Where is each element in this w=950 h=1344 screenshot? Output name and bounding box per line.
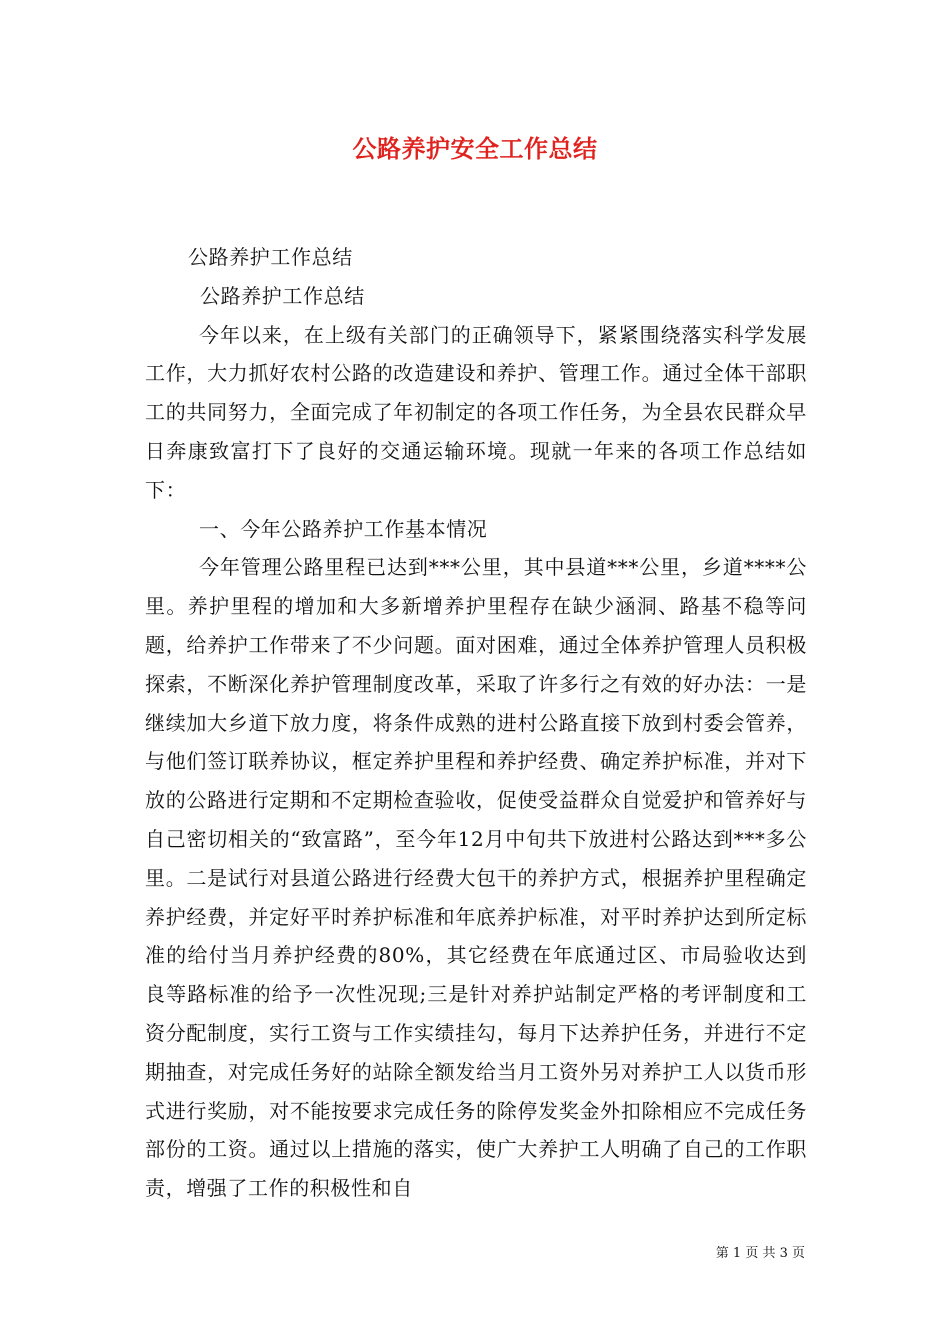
document-title: 公路养护安全工作总结 <box>352 134 598 163</box>
page-number: 第 1 页 共 3 页 <box>715 1246 805 1261</box>
document-body <box>145 238 807 1208</box>
paragraph-details: 今年管理公路里程已达到***公里，其中县道***公里，乡道****公里。养护里程的增加和大多新增养护里程存在缺少涵洞、路基不稳等问题，给养护工作带来了不少问题。面对困难，通过全体养护管理人员积极探索，不断深化养护管理制度改革，采取了许多行之有效的好办法：一是继续加大乡道下放力度，将条件成熟的进村公路直接下放到村委会管养，与他们签订联养协议，框定养护里程和养护经费、确定养护标准，并对下放的公路进行定期和不定期检查验收，促使受益群众自觉爱护和管养好与自己密切相关的“致富路”，至今年12月中旬共下放进村公路达到***多公里。二是试行对县道公路进行经费大包干的养护方式，根据养护里程确定养护经费，并定好平时养护标准和年底养护标准，对平时养护达到所定标准的给付当月养护经费的80%，其它经费在年底通过区、市局验收达到良等路标准的给予一次性况现;三是针对养护站制定严格的考评制度和工资分配制度，实行工资与工作实绩挂勾，每月下达养护任务，并进行不定期抽查，对完成任务好的站除全额发给当月工资外另对养护工人以货币形式进行奖励，对不能按要求完成任务的除停发奖金外扣除相应不完成任务部份的工资。通过以上措施的落实，使广大养护工人明确了自己的工作职责，增强了工作的积极性和自 <box>145 555 807 1201</box>
section-subheading: 公路养护工作总结 <box>200 283 365 308</box>
section-heading: 公路养护工作总结 <box>188 245 353 269</box>
paragraph-intro: 今年以来，在上级有关部门的正确领导下，紧紧围绕落实科学发展工作，大力抓好农村公路的改造建设和养护、管理工作。通过全体干部职工的共同努力，全面完成了年初制定的各项工作任务，为全县农民群众早日奔康致富打下了良好的交通运输环境。现就一年来的各项工作总结如下： <box>145 322 807 502</box>
paragraph-section-title: 一、今年公路养护工作基本情况 <box>199 516 488 541</box>
